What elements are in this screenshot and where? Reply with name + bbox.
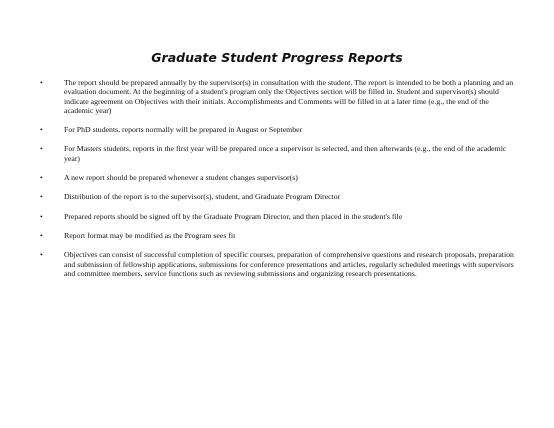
list-item-text: Report format may be modified as the Program sees fit xyxy=(64,230,236,240)
page-title: Graduate Student Progress Reports xyxy=(151,50,403,65)
bullet-list xyxy=(40,78,516,288)
list-item-text: Distribution of the report is to the supervisor(s), student, and Graduate Program Director xyxy=(64,192,341,202)
list-item-text: A new report should be prepared whenever a student changes supervisor(s) xyxy=(64,173,298,183)
list-item xyxy=(40,125,516,134)
bullet-icon: • xyxy=(40,144,43,154)
bullet-icon: • xyxy=(40,192,43,202)
list-item xyxy=(40,144,516,163)
bullet-icon: • xyxy=(40,78,43,87)
list-item-text: For PhD students, reports normally will be prepared in August or September xyxy=(64,125,303,135)
bullet-icon: • xyxy=(40,250,43,260)
list-item-text: Objectives can consist of successful completion of specific courses, preparation of comprehensive questions and research proposals, preparation and submission of fellowship applications, submissions for conference presentations and articles, regularly scheduled meetings with supervisors and committee members, service functions such as reviewing submissions and organizing research presentations. xyxy=(64,250,514,278)
bullet-icon: • xyxy=(40,125,43,135)
bullet-icon: • xyxy=(40,173,43,183)
list-item xyxy=(40,173,516,182)
list-item-text: For Masters students, reports in the first year will be prepared once a supervisor is selected, and then afterwards (e.g., the end of the academic year) xyxy=(64,144,507,163)
list-item xyxy=(40,212,516,221)
list-item xyxy=(40,231,516,240)
bullet-icon: • xyxy=(40,230,43,240)
list-item xyxy=(40,192,516,201)
list-item xyxy=(40,78,516,115)
list-item-text: The report should be prepared annually by the supervisor(s) in consultation with the student. The report is intended to be both a planning and an evaluation document. At the beginning of a student's program only the Objectives section will be filled in. Student and supervisor(s) should indicate agreement on Objectives with their initials. Accomplishments and Comments will be filled in at a later time (e.g., the end of the academic year) xyxy=(64,78,514,115)
list-item-text: Prepared reports should be signed off by the Graduate Program Director, and then placed in the student's file xyxy=(64,211,403,221)
list-item xyxy=(40,250,516,278)
bullet-icon: • xyxy=(40,211,43,221)
